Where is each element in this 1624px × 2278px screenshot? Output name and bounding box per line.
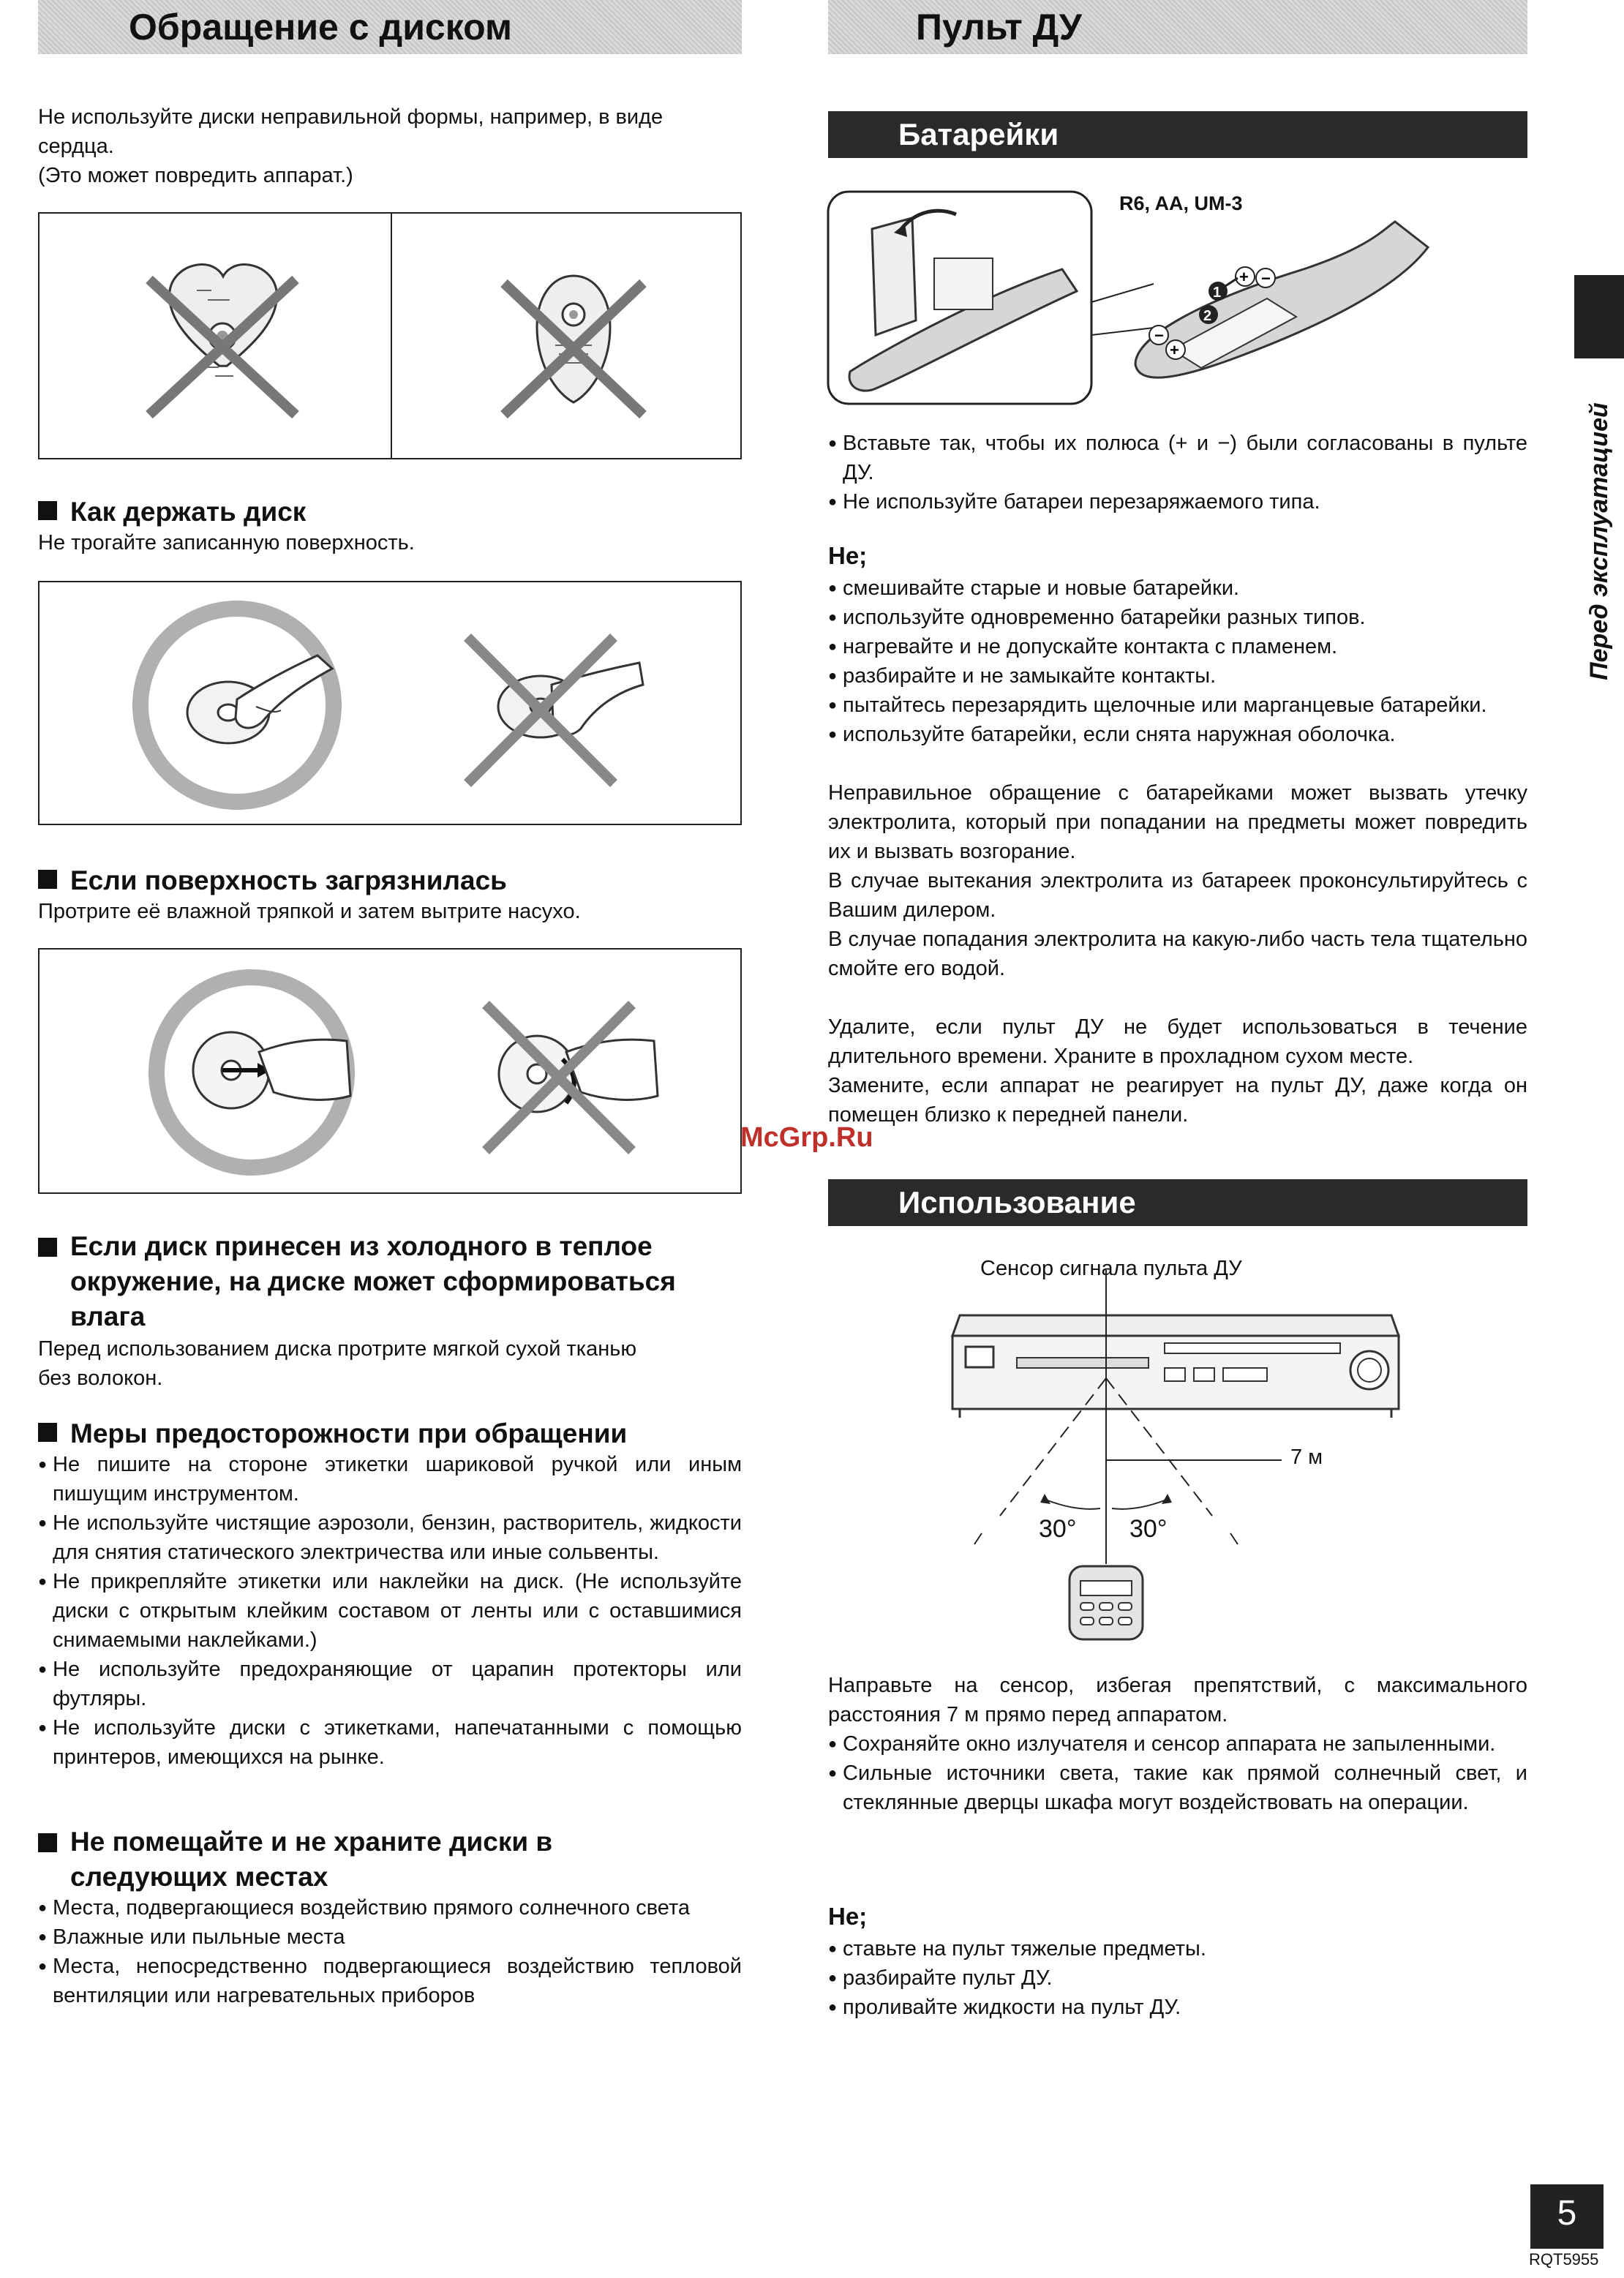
intro-line-2: сердца. (38, 135, 114, 158)
care-heading: Меры предосторожности при обращении (38, 1416, 627, 1451)
svg-text:+: + (1170, 341, 1179, 359)
battery-type-label: R6, AA, UM-3 (1119, 192, 1243, 214)
irregular-disc-figure (38, 212, 742, 459)
hold-disc-figure (38, 581, 742, 825)
list-item: ● Не пишите на стороне этикетки шариковой ручкой или иным пишущим инструментом. (38, 1450, 742, 1508)
list-item: ● Сильные источники света, такие как прямой солнечный свет, и стеклянные дверцы шкафа могут воздействовать на операции. (828, 1759, 1527, 1817)
list-item: ● нагревайте и не допускайте контакта с пламенем. (828, 632, 1527, 661)
cold-heading (38, 1229, 774, 1334)
usage-dont-label: Не; (828, 1903, 868, 1930)
battery-storage-note (828, 1012, 1527, 1129)
list-item: ● Места, непосредственно подвергающиеся воздействию тепловой вентиляции или нагревательных приборов (38, 1952, 742, 2010)
batteries-section-bar (828, 111, 1527, 158)
heart-disc-illustration (40, 214, 743, 461)
list-item: ● Не прикрепляйте этикетки или наклейки на диск. (Не используйте диски с открытым клейким составом от ленты или с оставшимися снимаемыми наклейками.) (38, 1567, 742, 1655)
bullet-square-icon (38, 870, 57, 889)
intro-line-3: (Это может повредить аппарат.) (38, 164, 353, 187)
svg-text:+: + (1239, 268, 1249, 286)
step-2-label: 2 (1203, 308, 1212, 324)
care-list (38, 1450, 742, 1772)
cold-text-line-1: Перед использованием диска протрите мягкой сухой тканью (38, 1337, 637, 1361)
list-item: ● Места, подвергающиеся воздействию прямого солнечного света (38, 1893, 742, 1922)
page-number: 5 (1557, 2194, 1577, 2233)
cold-heading-line-2: окружение, на диске может сформироваться (70, 1266, 676, 1296)
storage-list (38, 1893, 742, 2010)
batteries-section-title: Батарейки (898, 117, 1059, 151)
battery-dont-label: Не; (828, 542, 868, 569)
sensor-label: Сенсор сигнала пульта ДУ (980, 1257, 1242, 1280)
list-item: ● проливайте жидкости на пульт ДУ. (828, 1993, 1527, 2022)
usage-section-title: Использование (898, 1185, 1136, 1219)
cold-heading-line-3: влага (70, 1301, 146, 1331)
dirty-text: Протрите её влажной тряпкой и затем вытрите насухо. (38, 900, 581, 923)
receiver-range-illustration (828, 1248, 1527, 1643)
usage-diagram (828, 1248, 1527, 1643)
battery-dont-list (828, 574, 1527, 749)
usage-tips (828, 1729, 1527, 1817)
bullet-square-icon (38, 1423, 57, 1442)
list-item: ● Сохраняйте окно излучателя и сенсор аппарата не запыленными. (828, 1729, 1527, 1759)
left-title-band (38, 0, 742, 54)
step-1-label: 1 (1213, 285, 1222, 301)
list-item: ● Не используйте батареи перезаряжаемого типа. (828, 487, 1527, 516)
storage-heading-line-1: Не помещайте и не храните диски в (70, 1827, 553, 1857)
wipe-disc-illustration (40, 950, 743, 1195)
list-item: ● смешивайте старые и новые батарейки. (828, 574, 1527, 603)
usage-dont-list (828, 1934, 1527, 2022)
side-tab-marker (1574, 275, 1624, 358)
battery-insert-illustration (828, 189, 1527, 408)
cold-heading-line-1: Если диск принесен из холодного в теплое (70, 1231, 653, 1261)
cold-text-line-2: без волокон. (38, 1367, 163, 1390)
battery-figure (828, 189, 1527, 408)
hold-heading: Как держать диск (38, 495, 306, 530)
intro-line-1: Не используйте диски неправильной формы, например, в виде (38, 105, 663, 129)
distance-label: 7 м (1290, 1446, 1323, 1469)
left-page-title: Обращение с диском (129, 7, 512, 48)
list-item: ● Не используйте предохраняющие от царапин протекторы или футляры. (38, 1655, 742, 1713)
cold-text (38, 1334, 742, 1393)
note-paragraph: Замените, если аппарат не реагирует на пульт ДУ, даже когда он помещен близко к передней панели. (828, 1074, 1527, 1127)
battery-warning (828, 778, 1527, 983)
right-title-band (828, 0, 1527, 54)
warning-paragraph: Неправильное обращение с батарейками может вызвать утечку электролита, который при попадании на предметы может повредить их и вызвать возгорание. (828, 781, 1527, 863)
list-item: ● используйте батарейки, если снята наружная оболочка. (828, 720, 1527, 749)
storage-heading-line-2: следующих местах (70, 1862, 328, 1892)
list-item: ● Влажные или пыльные места (38, 1922, 742, 1952)
hold-text: Не трогайте записанную поверхность. (38, 531, 415, 555)
bullet-square-icon (38, 1833, 57, 1852)
page-number-box (1530, 2184, 1604, 2249)
list-item: ● Не используйте чистящие аэрозоли, бензин, растворитель, жидкости для снятия статического электричества или иные сольвенты. (38, 1508, 742, 1567)
usage-section-bar (828, 1179, 1527, 1226)
bullet-square-icon (38, 1238, 57, 1257)
svg-text:−: − (1261, 269, 1271, 287)
svg-text:−: − (1154, 326, 1164, 345)
warning-paragraph: В случае попадания электролита на какую-либо часть тела тщательно смойте его водой. (828, 928, 1527, 980)
list-item: ● Вставьте так, чтобы их полюса (+ и −) были согласованы в пульте ДУ. (828, 429, 1527, 487)
angle-left-label: 30° (1039, 1515, 1077, 1543)
list-item: ● используйте одновременно батарейки разных типов. (828, 603, 1527, 632)
watermark: McGrp.Ru (740, 1122, 873, 1153)
intro-text (38, 102, 742, 190)
bullet-square-icon (38, 501, 57, 520)
list-item: ● ставьте на пульт тяжелые предметы. (828, 1934, 1527, 1963)
usage-text: Направьте на сенсор, избегая препятствий, с максимального расстояния 7 м прямо перед аппаратом. (828, 1674, 1527, 1726)
hold-disc-illustration (40, 582, 743, 827)
list-item: ● пытайтесь перезарядить щелочные или марганцевые батарейки. (828, 691, 1527, 720)
list-item: ● Не используйте диски с этикетками, напечатанными с помощью принтеров, имеющихся на рынке. (38, 1713, 742, 1772)
doc-code: RQT5955 (1529, 2250, 1599, 2268)
list-item: ● разбирайте и не замыкайте контакты. (828, 661, 1527, 691)
note-paragraph: Удалите, если пульт ДУ не будет использоваться в течение длительного времени. Храните в прохладном сухом месте. (828, 1015, 1527, 1068)
dirty-heading: Если поверхность загрязнилась (38, 863, 507, 898)
right-page-title: Пульт ДУ (916, 7, 1082, 48)
battery-tips (828, 429, 1527, 516)
list-item: ● разбирайте пульт ДУ. (828, 1963, 1527, 1993)
storage-heading (38, 1824, 774, 1895)
angle-right-label: 30° (1129, 1515, 1168, 1543)
wipe-disc-figure (38, 948, 742, 1194)
warning-paragraph: В случае вытекания электролита из батареек проконсультируйтесь с Вашим дилером. (828, 869, 1527, 922)
